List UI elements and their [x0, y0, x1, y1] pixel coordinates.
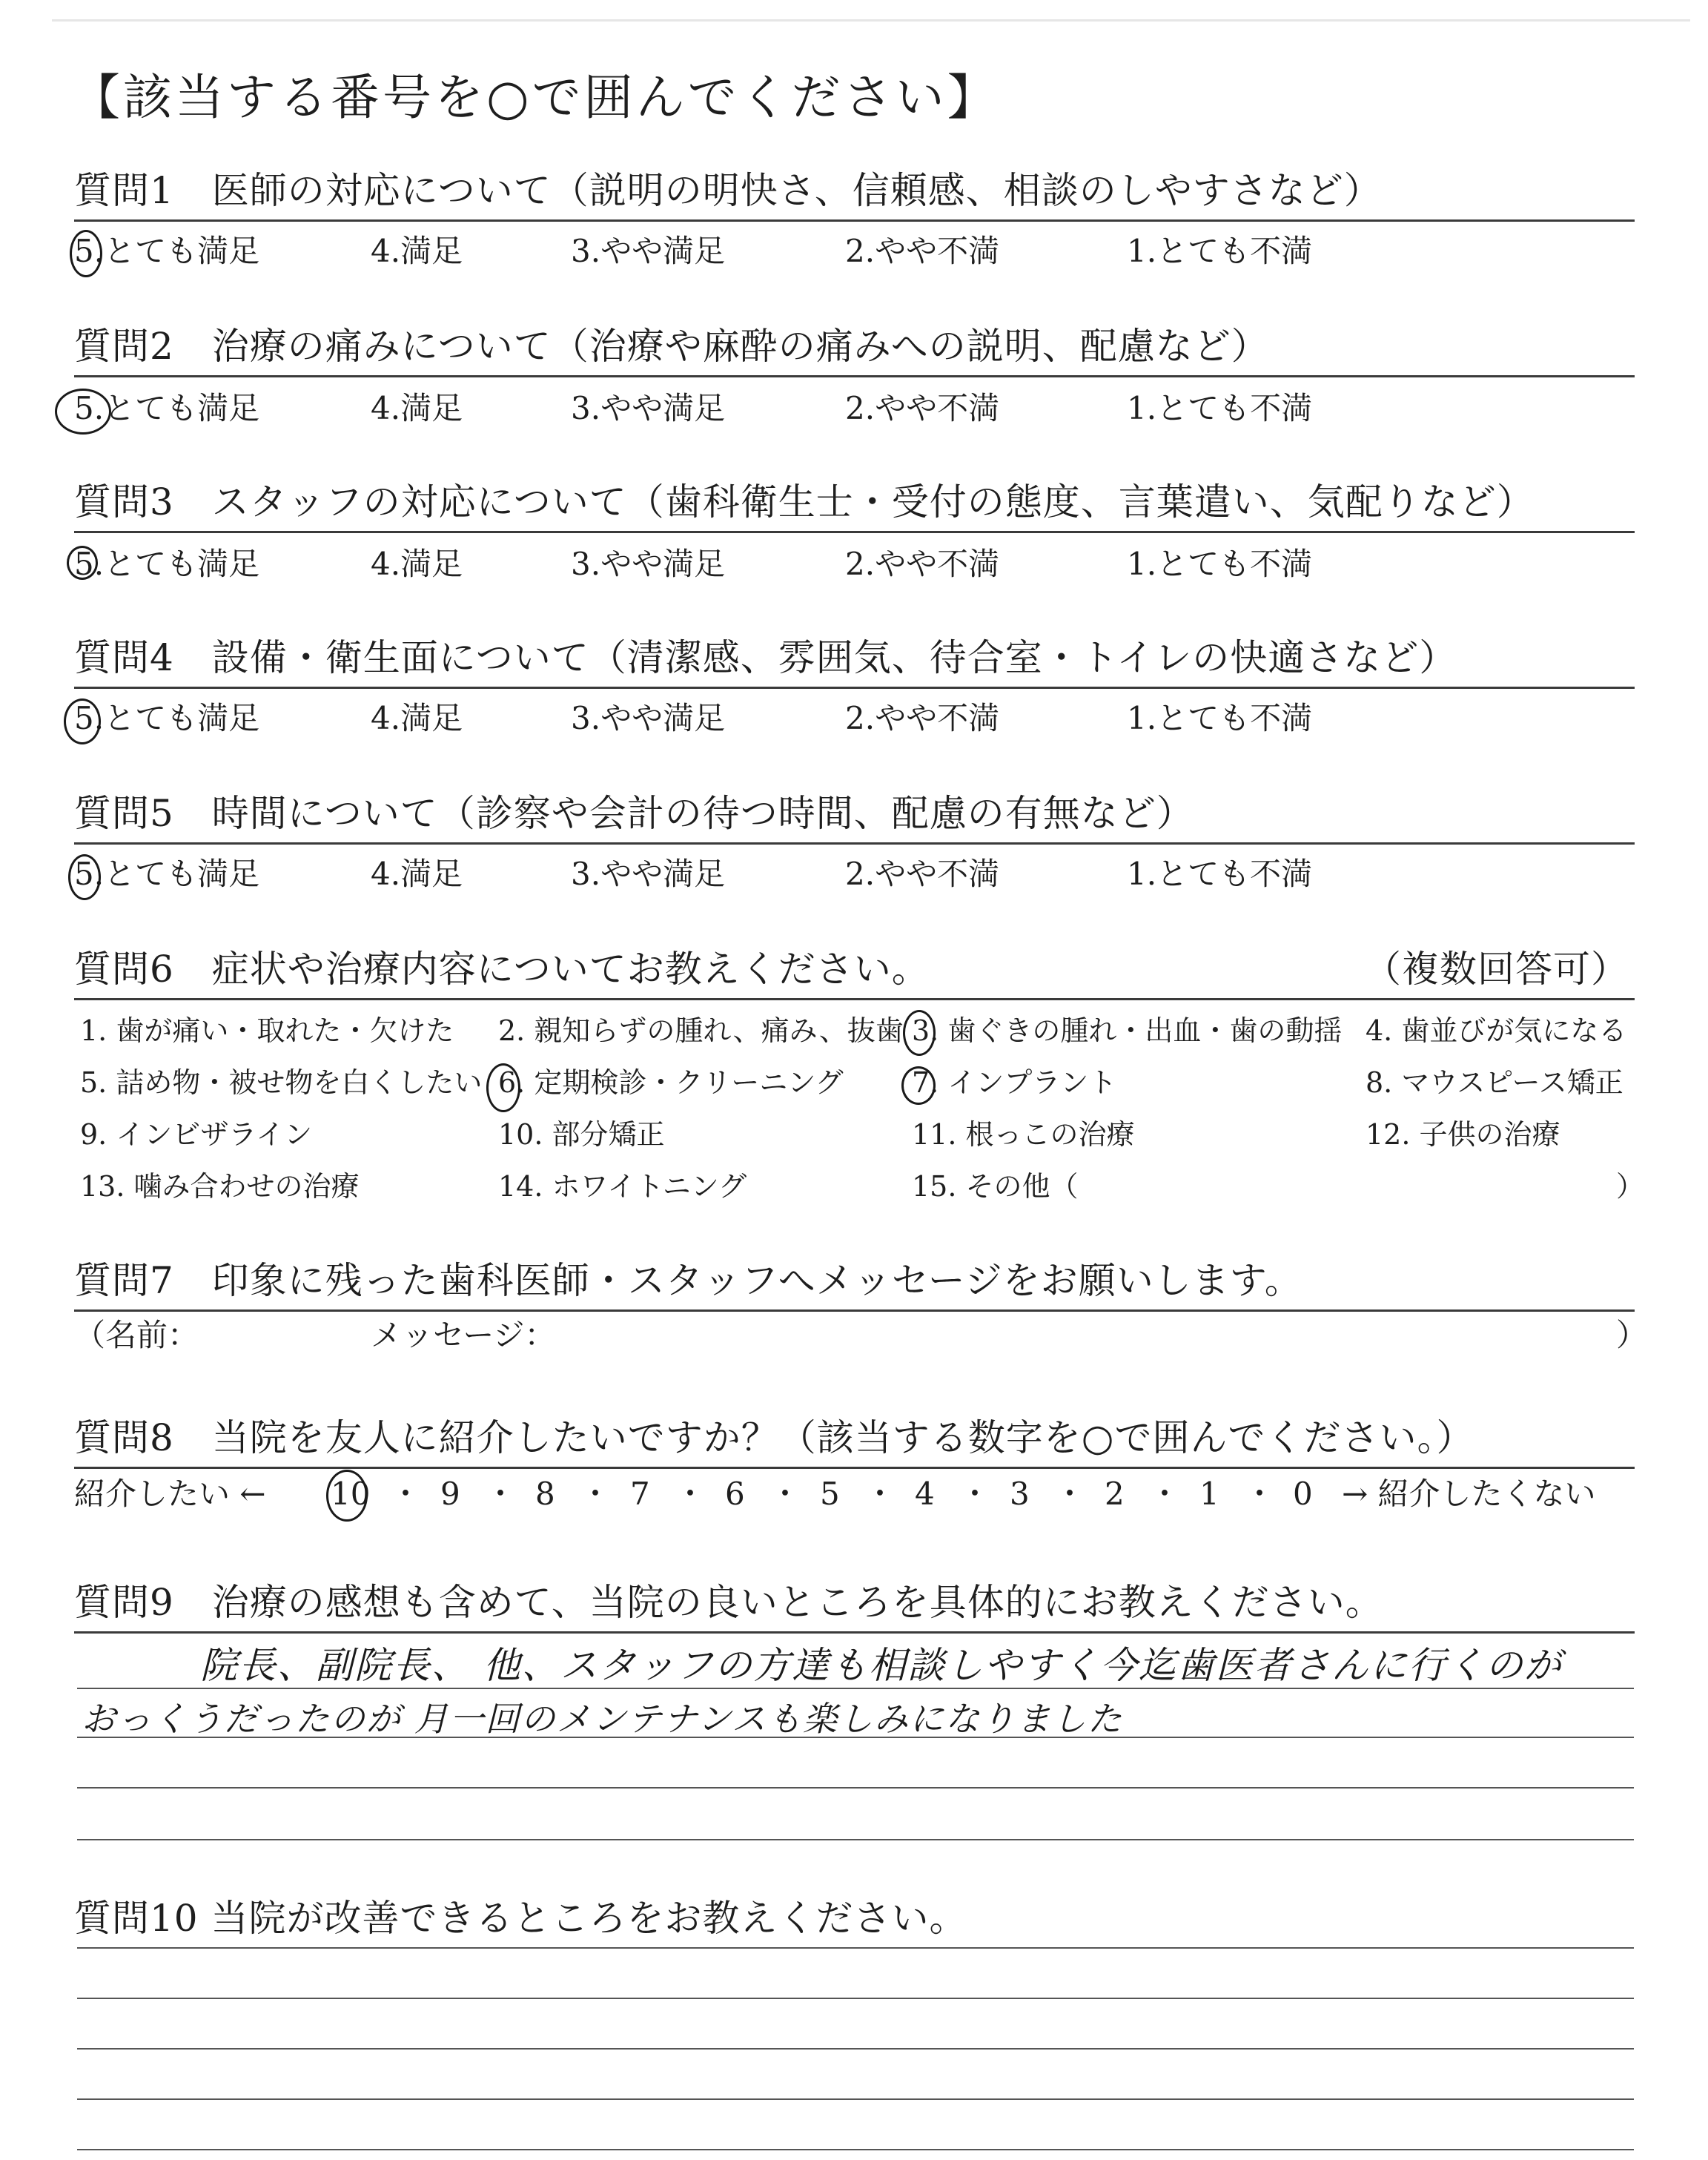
q10-writing-line-2	[77, 1998, 1634, 1999]
q8-sep: ・	[1149, 1476, 1181, 1512]
q8-left-label: 紹介したい ←	[74, 1476, 266, 1512]
q6-option-8[interactable]: 8. マウスピース矯正	[1366, 1066, 1623, 1099]
q6-option-13[interactable]: 13. 噛み合わせの治療	[80, 1170, 360, 1203]
q8-rule	[74, 1467, 1635, 1469]
q7-title: 質問7 印象に残った歯科医師・スタッフへメッセージをお願いします。	[74, 1259, 1302, 1302]
q3-option-2[interactable]: 2.やや不満	[845, 546, 1000, 582]
q8-scale-5[interactable]: 5	[820, 1476, 840, 1512]
q3-selected-circle	[67, 546, 98, 580]
q4-title: 質問4 設備・衛生面について（清潔感、雰囲気、待合室・トイレの快適さなど）	[74, 636, 1457, 679]
q5-rule	[74, 842, 1635, 845]
q7-rule	[74, 1309, 1635, 1312]
q3-option-1[interactable]: 1.とても不満	[1127, 546, 1313, 582]
q2-option-3[interactable]: 3.やや満足	[571, 390, 726, 426]
q2-selected-circle	[55, 389, 111, 435]
q5-option-5[interactable]: 5.とても満足	[74, 856, 260, 892]
q8-scale-8[interactable]: 8	[535, 1476, 555, 1512]
q2-option-4[interactable]: 4.満足	[371, 390, 463, 426]
q4-selected-circle	[64, 698, 101, 744]
q8-scale-7[interactable]: 7	[630, 1476, 650, 1512]
q6-option-5[interactable]: 5. 詰め物・被せ物を白くしたい	[80, 1066, 483, 1099]
q5-option-2[interactable]: 2.やや不満	[845, 856, 1000, 892]
q5-option-4[interactable]: 4.満足	[371, 856, 463, 892]
q4-option-5[interactable]: 5.とても満足	[74, 700, 260, 736]
q2-rule	[74, 375, 1635, 377]
q1-title: 質問1 医師の対応について（説明の明快さ、信頼感、相談のしやすさなど）	[74, 169, 1382, 212]
q3-option-5[interactable]: 5.とても満足	[74, 546, 260, 582]
q9-writing-line-3	[77, 1787, 1634, 1789]
q7-name-label: （名前：	[74, 1317, 199, 1353]
q6-note: （複数回答可）	[1364, 948, 1629, 991]
q1-option-3[interactable]: 3.やや満足	[571, 233, 726, 269]
q6-option-3[interactable]: 3. 歯ぐきの腫れ・出血・歯の動揺	[912, 1014, 1343, 1047]
q1-option-4[interactable]: 4.満足	[371, 233, 463, 269]
q3-rule	[74, 531, 1635, 533]
q7-message-label: メッセージ：	[371, 1317, 556, 1353]
q8-sep: ・	[485, 1476, 517, 1512]
q8-scale-3[interactable]: 3	[1010, 1476, 1030, 1512]
q4-option-3[interactable]: 3.やや満足	[571, 700, 726, 736]
q9-writing-line-2	[77, 1737, 1634, 1738]
q8-sep: ・	[390, 1476, 422, 1512]
q9-rule	[74, 1631, 1635, 1634]
q8-title: 質問8 当院を友人に紹介したいですか？（該当する数字を○で囲んでください。）	[74, 1416, 1474, 1459]
q6-option-9[interactable]: 9. インビザライン	[80, 1118, 313, 1151]
q6-option-11[interactable]: 11. 根っこの治療	[912, 1118, 1135, 1151]
q8-scale-0[interactable]: 0	[1293, 1476, 1313, 1512]
q8-scale-10[interactable]: 10	[331, 1476, 371, 1512]
q6-option-3-circle	[903, 1010, 936, 1056]
q9-writing-line-1	[77, 1688, 1634, 1689]
q8-sep: ・	[1244, 1476, 1276, 1512]
q6-option-1[interactable]: 1. 歯が痛い・取れた・欠けた	[80, 1014, 454, 1047]
q2-title: 質問2 治療の痛みについて（治療や麻酔の痛みへの説明、配慮など）	[74, 325, 1269, 368]
q7-close-paren: ）	[1616, 1317, 1648, 1353]
q8-sep: ・	[1054, 1476, 1086, 1512]
q3-title: 質問3 スタッフの対応について（歯科衛生士・受付の態度、言葉遣い、気配りなど）	[74, 480, 1535, 524]
q8-selected-circle	[326, 1470, 371, 1522]
q1-option-1[interactable]: 1.とても不満	[1127, 233, 1313, 269]
q6-rule	[74, 998, 1635, 1000]
q8-sep: ・	[864, 1476, 896, 1512]
q5-option-1[interactable]: 1.とても不満	[1127, 856, 1313, 892]
q1-selected-circle	[70, 230, 102, 277]
q8-right-label: → 紹介したくない	[1342, 1476, 1596, 1512]
q6-option-6[interactable]: 6. 定期検診・クリーニング	[498, 1066, 844, 1099]
q1-option-2[interactable]: 2.やや不満	[845, 233, 1000, 269]
q8-sep: ・	[580, 1476, 612, 1512]
q3-option-4[interactable]: 4.満足	[371, 546, 463, 582]
q6-option-4[interactable]: 4. 歯並びが気になる	[1366, 1014, 1627, 1047]
q2-option-5[interactable]: 5.とても満足	[74, 390, 260, 426]
q4-rule	[74, 687, 1635, 689]
q1-rule	[74, 219, 1635, 222]
q10-title: 質問10 当院が改善できるところをお教えください。	[74, 1897, 967, 1940]
q8-scale-1[interactable]: 1	[1199, 1476, 1219, 1512]
q5-title: 質問5 時間について（診察や会計の待つ時間、配慮の有無など）	[74, 792, 1194, 835]
q4-option-4[interactable]: 4.満足	[371, 700, 463, 736]
top-edge-line	[52, 19, 1690, 22]
q9-handwritten-line-2: おっくうだったのが 月一回のメンテナンスも楽しみになりました	[82, 1699, 1123, 1739]
q8-sep: ・	[675, 1476, 706, 1512]
q9-title: 質問9 治療の感想も含めて、当院の良いところを具体的にお教えください。	[74, 1581, 1383, 1624]
q6-option-2[interactable]: 2. 親知らずの腫れ、痛み、抜歯	[498, 1014, 904, 1047]
q3-option-3[interactable]: 3.やや満足	[571, 546, 726, 582]
q6-option-7-circle	[901, 1066, 936, 1105]
q5-option-3[interactable]: 3.やや満足	[571, 856, 726, 892]
q6-option-12[interactable]: 12. 子供の治療	[1366, 1118, 1560, 1151]
q10-writing-line-3	[77, 2048, 1634, 2050]
q2-option-1[interactable]: 1.とても不満	[1127, 390, 1313, 426]
q6-option-10[interactable]: 10. 部分矯正	[498, 1118, 665, 1151]
q4-option-2[interactable]: 2.やや不満	[845, 700, 1000, 736]
q10-writing-line-1	[77, 1947, 1634, 1949]
q8-scale-9[interactable]: 9	[440, 1476, 460, 1512]
q2-option-2[interactable]: 2.やや不満	[845, 390, 1000, 426]
q6-title: 質問6 症状や治療内容についてお教えください。	[74, 948, 930, 991]
q1-option-5[interactable]: 5.とても満足	[74, 233, 260, 269]
form-header: 【該当する番号を○で囲んでください】	[71, 69, 999, 126]
q6-option-6-circle	[486, 1063, 520, 1112]
q8-sep: ・	[959, 1476, 991, 1512]
q6-other-close: ）	[1616, 1170, 1645, 1203]
q6-option-15[interactable]: 15. その他（	[912, 1170, 1079, 1203]
q9-writing-line-4	[77, 1839, 1634, 1840]
q6-option-7[interactable]: 7. インプラント	[912, 1066, 1117, 1099]
q10-writing-line-4	[77, 2098, 1634, 2100]
q4-option-1[interactable]: 1.とても不満	[1127, 700, 1313, 736]
q6-option-14[interactable]: 14. ホワイトニング	[498, 1170, 747, 1203]
q8-scale-4[interactable]: 4	[915, 1476, 935, 1512]
q10-writing-line-5	[77, 2149, 1634, 2150]
q5-selected-circle	[68, 854, 101, 900]
q8-sep: ・	[769, 1476, 801, 1512]
q9-handwritten-line-1: 院長、副院長、 他、スタッフの方達も相談しやすく今迄歯医者さんに行くのが	[200, 1644, 1563, 1687]
q8-scale-2[interactable]: 2	[1105, 1476, 1125, 1512]
q8-scale-6[interactable]: 6	[725, 1476, 745, 1512]
